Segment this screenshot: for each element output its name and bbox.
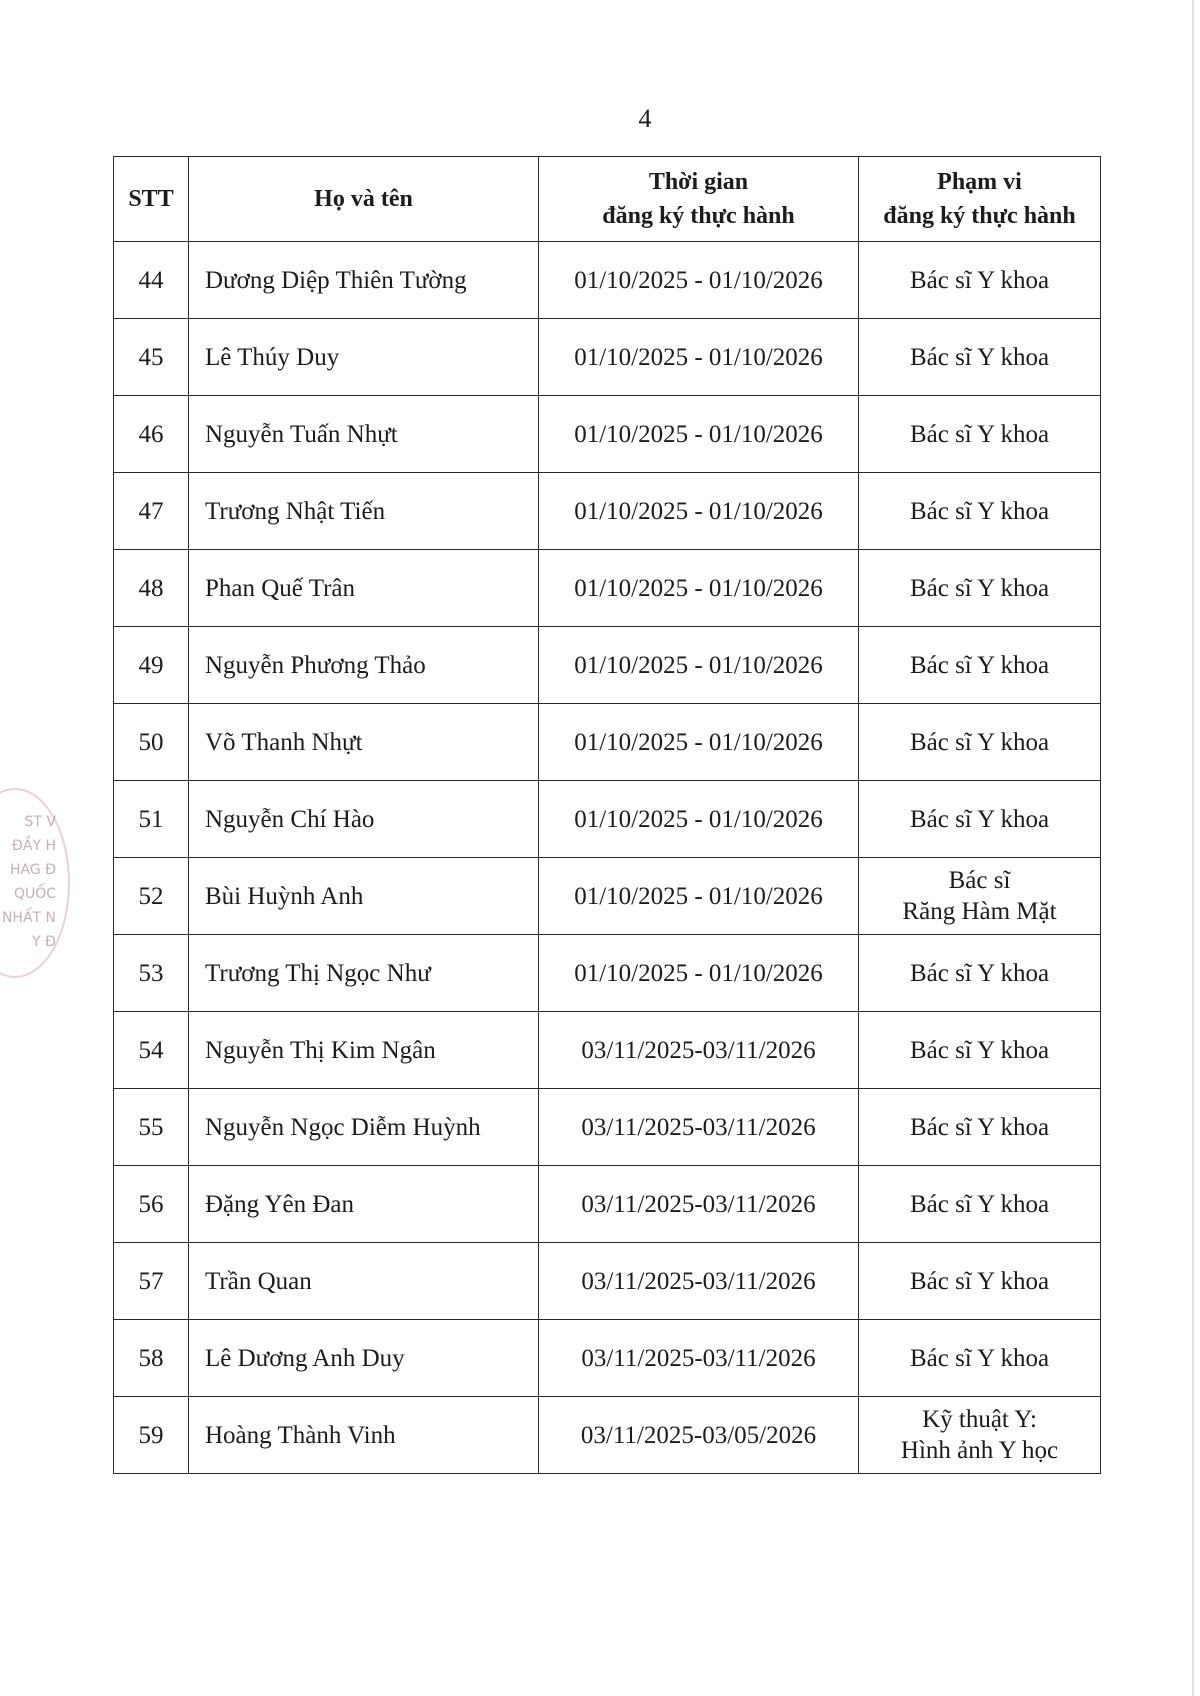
cell-time: 01/10/2025 - 01/10/2026: [539, 781, 859, 858]
stamp-line: ĐẦY H: [12, 838, 56, 854]
table-row: [114, 1243, 1101, 1320]
header-name: Họ và tên: [189, 157, 539, 242]
cell-scope: Bác sĩ Y khoa: [859, 473, 1101, 550]
cell-stt: 58: [114, 1320, 189, 1397]
cell-stt: 56: [114, 1166, 189, 1243]
cell-stt: 50: [114, 704, 189, 781]
official-stamp: [0, 788, 70, 978]
cell-stt: 46: [114, 396, 189, 473]
scan-edge: [1192, 0, 1194, 1696]
cell-time: 01/10/2025 - 01/10/2026: [539, 704, 859, 781]
cell-time: 01/10/2025 - 01/10/2026: [539, 627, 859, 704]
stamp-line: ST V: [24, 814, 56, 830]
cell-time: 01/10/2025 - 01/10/2026: [539, 935, 859, 1012]
cell-name: Lê Dương Anh Duy: [189, 1320, 539, 1397]
page-number: 4: [638, 104, 652, 133]
cell-scope: [859, 858, 1101, 935]
table-row: [114, 781, 1101, 858]
stamp-line: HAG Đ: [9, 862, 56, 878]
cell-name: Nguyễn Thị Kim Ngân: [189, 1012, 539, 1089]
cell-time: 01/10/2025 - 01/10/2026: [539, 396, 859, 473]
cell-name: Trần Quan: [189, 1243, 539, 1320]
cell-name: Trương Nhật Tiến: [189, 473, 539, 550]
cell-time: 01/10/2025 - 01/10/2026: [539, 550, 859, 627]
cell-name: Đặng Yên Đan: [189, 1166, 539, 1243]
cell-time: 01/10/2025 - 01/10/2026: [539, 319, 859, 396]
table-row: [114, 704, 1101, 781]
header-stt: STT: [114, 157, 189, 242]
cell-name: Phan Quế Trân: [189, 550, 539, 627]
cell-name: Lê Thúy Duy: [189, 319, 539, 396]
table-row: [114, 1089, 1101, 1166]
cell-scope: Bác sĩ Y khoa: [859, 935, 1101, 1012]
table-row: [114, 1166, 1101, 1243]
cell-stt: 48: [114, 550, 189, 627]
cell-name: Nguyễn Phương Thảo: [189, 627, 539, 704]
header-time: [539, 157, 859, 242]
cell-scope: Bác sĩ Y khoa: [859, 1243, 1101, 1320]
cell-name: Nguyễn Ngọc Diễm Huỳnh: [189, 1089, 539, 1166]
cell-name: Hoàng Thành Vinh: [189, 1397, 539, 1474]
header-time-line2: đăng ký thực hành: [602, 203, 795, 229]
cell-scope: Bác sĩ Y khoa: [859, 242, 1101, 319]
cell-scope: Bác sĩ Y khoa: [859, 1320, 1101, 1397]
cell-name: Dương Diệp Thiên Tường: [189, 242, 539, 319]
cell-time: 03/11/2025-03/11/2026: [539, 1166, 859, 1243]
cell-time: 01/10/2025 - 01/10/2026: [539, 858, 859, 935]
cell-scope: Bác sĩ Y khoa: [859, 1089, 1101, 1166]
table-row: [114, 627, 1101, 704]
table-row: [114, 1320, 1101, 1397]
cell-scope: Bác sĩ Y khoa: [859, 550, 1101, 627]
cell-scope: Bác sĩ Y khoa: [859, 781, 1101, 858]
cell-scope-line1: Bác sĩ: [948, 867, 1011, 894]
table-row: [114, 242, 1101, 319]
header-time-line1: Thời gian: [648, 169, 749, 195]
cell-name: Nguyễn Tuấn Nhựt: [189, 396, 539, 473]
cell-time: 03/11/2025-03/11/2026: [539, 1243, 859, 1320]
stamp-line: Y Đ: [32, 934, 56, 950]
cell-time: 03/11/2025-03/11/2026: [539, 1320, 859, 1397]
cell-stt: 45: [114, 319, 189, 396]
cell-stt: 59: [114, 1397, 189, 1474]
cell-scope-line1: Kỹ thuật Y:: [922, 1406, 1037, 1433]
cell-scope: Bác sĩ Y khoa: [859, 704, 1101, 781]
cell-stt: 54: [114, 1012, 189, 1089]
cell-stt: 52: [114, 858, 189, 935]
table-row: [114, 858, 1101, 935]
cell-time: 01/10/2025 - 01/10/2026: [539, 242, 859, 319]
cell-stt: 44: [114, 242, 189, 319]
cell-scope: Bác sĩ Y khoa: [859, 1012, 1101, 1089]
cell-time: 01/10/2025 - 01/10/2026: [539, 473, 859, 550]
table-row: [114, 319, 1101, 396]
table-row: [114, 1012, 1101, 1089]
table-row: [114, 1397, 1101, 1474]
cell-time: 03/11/2025-03/05/2026: [539, 1397, 859, 1474]
cell-stt: 47: [114, 473, 189, 550]
table-header-row: [114, 157, 1101, 242]
table-row: [114, 550, 1101, 627]
cell-stt: 57: [114, 1243, 189, 1320]
table-row: [114, 396, 1101, 473]
header-scope: [859, 157, 1101, 242]
cell-stt: 53: [114, 935, 189, 1012]
cell-time: 03/11/2025-03/11/2026: [539, 1089, 859, 1166]
table-row: [114, 935, 1101, 1012]
practice-registration-table: [113, 156, 1101, 1474]
header-scope-line1: Phạm vi: [937, 169, 1022, 195]
cell-name: Nguyễn Chí Hào: [189, 781, 539, 858]
header-scope-line2: đăng ký thực hành: [883, 203, 1076, 229]
cell-name: Trương Thị Ngọc Như: [189, 935, 539, 1012]
cell-scope: Bác sĩ Y khoa: [859, 319, 1101, 396]
cell-stt: 49: [114, 627, 189, 704]
table-row: [114, 473, 1101, 550]
cell-scope: Bác sĩ Y khoa: [859, 1166, 1101, 1243]
stamp-line: NHẤT N: [1, 910, 56, 926]
cell-time: 03/11/2025-03/11/2026: [539, 1012, 859, 1089]
cell-scope: Bác sĩ Y khoa: [859, 396, 1101, 473]
stamp-line: QUỐC: [13, 886, 56, 902]
cell-name: Bùi Huỳnh Anh: [189, 858, 539, 935]
cell-name: Võ Thanh Nhựt: [189, 704, 539, 781]
cell-stt: 55: [114, 1089, 189, 1166]
cell-scope: Bác sĩ Y khoa: [859, 627, 1101, 704]
cell-stt: 51: [114, 781, 189, 858]
cell-scope-line2: Hình ảnh Y học: [900, 1437, 1059, 1464]
cell-scope-line2: Răng Hàm Mặt: [902, 898, 1057, 925]
cell-scope: [859, 1397, 1101, 1474]
